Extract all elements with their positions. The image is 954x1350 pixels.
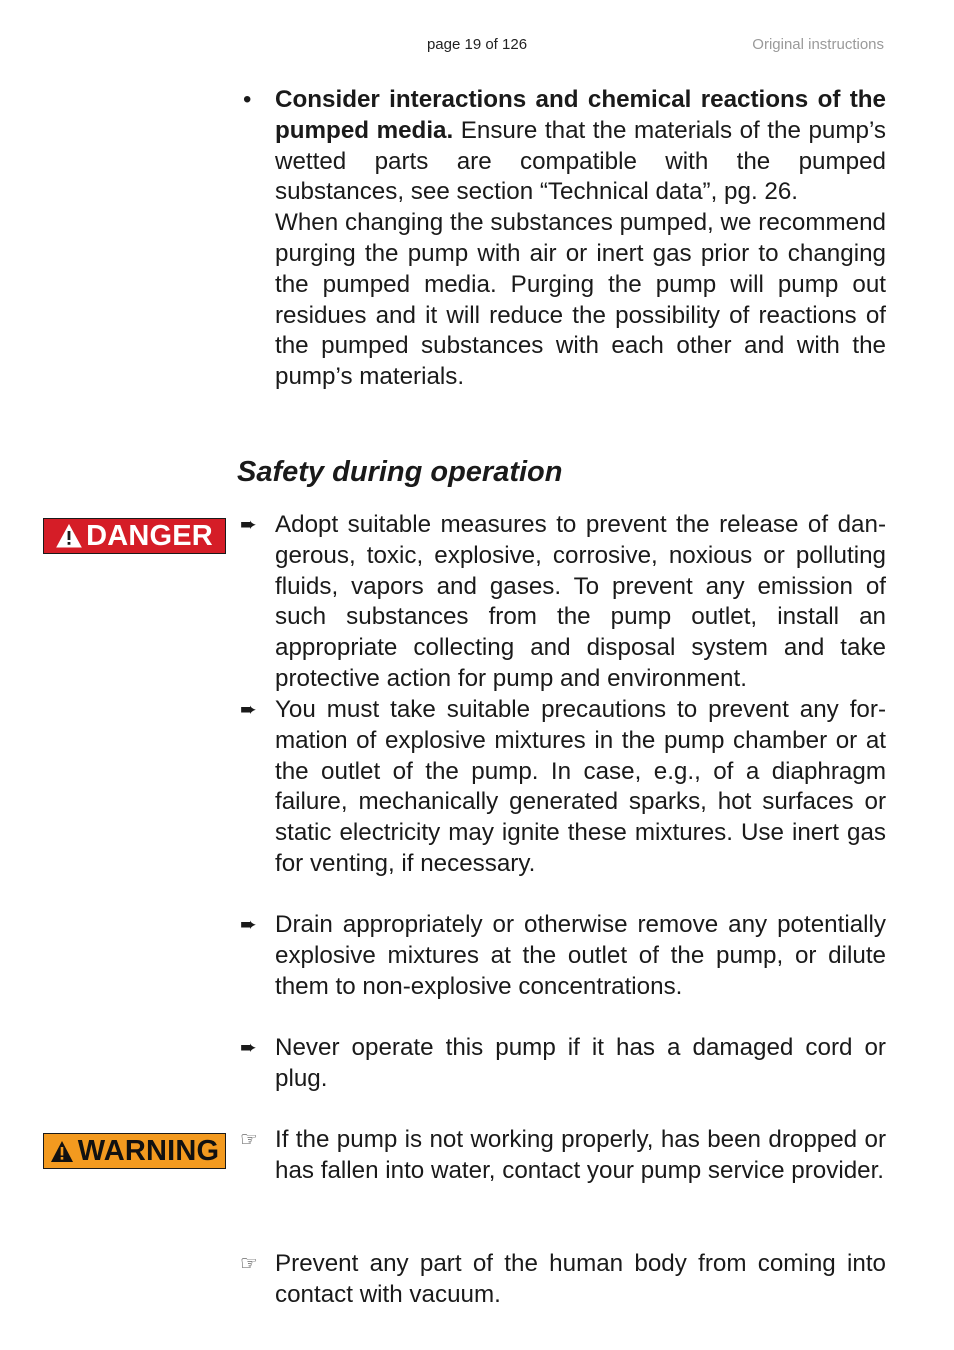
pointing-hand-icon: ☞ <box>240 1253 258 1275</box>
danger-item-2 <box>240 695 886 880</box>
warning-triangle-icon <box>50 1140 74 1163</box>
intro-bold-lead: Consider interactions and chemical reactions of the pumped media. <box>275 86 886 144</box>
arrow-right-icon: ➨ <box>240 514 257 536</box>
list-item-text: If the pump is not working properly, has been dropped or has fallen into water, contact your pump service provider. <box>275 1126 886 1184</box>
danger-label: DANGER <box>86 519 213 552</box>
danger-item-1 <box>240 510 886 695</box>
warning-badge <box>43 1133 226 1169</box>
pointing-hand-icon: ☞ <box>240 1129 258 1151</box>
warning-label: WARNING <box>77 1134 220 1167</box>
warning-triangle-icon <box>56 524 82 548</box>
list-item <box>240 85 886 393</box>
arrow-right-icon: ➨ <box>240 914 257 936</box>
list-item-text: Never operate this pump if it has a damaged cord or plug. <box>275 1034 886 1092</box>
intro-paragraph-1 <box>275 85 886 208</box>
intro-text <box>275 85 886 393</box>
list-item-text: Adopt suitable measures to prevent the release of dangerous, toxic, explosive, corrosive, noxious or polluting fluids, vapors and gases. To prevent any emission of such substances from the pump outlet, install an appropriate collecting and disposal system and take protective action for pump and environment. <box>275 511 886 692</box>
list-item-text: Drain appropriately or otherwise remove any potentially explosive mixtures at the outlet of the pump, or dilute them to non-explosive concentrations. <box>275 911 886 1000</box>
list-item-text: Prevent any part of the human body from coming into contact with vacuum. <box>275 1250 886 1308</box>
danger-item-4 <box>240 1033 886 1095</box>
warning-item-2 <box>240 1249 886 1311</box>
intro-rest: Ensure that the materials of the pump’s wetted parts are compatible with the pumped substances, see section “Technical data”, pg. 26. <box>275 116 886 206</box>
intro-block <box>240 85 886 393</box>
intro-paragraph-2: When changing the substances pumped, we recommend purging the pump with air or inert gas prior to changing the pumped media. Purging the pump will pump out residues and it will reduce the possibility of reactions of the pumped substances with each other and with the pump’s materials. <box>275 209 886 391</box>
section-title: Safety during operation <box>237 456 563 488</box>
page-number: page 19 of 126 <box>426 36 528 53</box>
list-item-text: You must take suitable precautions to prevent any formation of explosive mixtures in the pump chamber or at the outlet of the pump. In case, e.g., of a diaphragm failure, mechanically generated sparks, hot surfaces or static electricity may ignite these mixtures. Use inert gas for venting, if necessary. <box>275 696 886 877</box>
arrow-right-icon: ➨ <box>240 1037 257 1059</box>
arrow-right-icon: ➨ <box>240 699 257 721</box>
danger-badge <box>43 518 226 554</box>
warning-item-1 <box>240 1125 886 1187</box>
danger-item-3 <box>240 910 886 1002</box>
document-label: Original instructions <box>752 36 884 53</box>
bullet-icon: • <box>243 86 252 113</box>
